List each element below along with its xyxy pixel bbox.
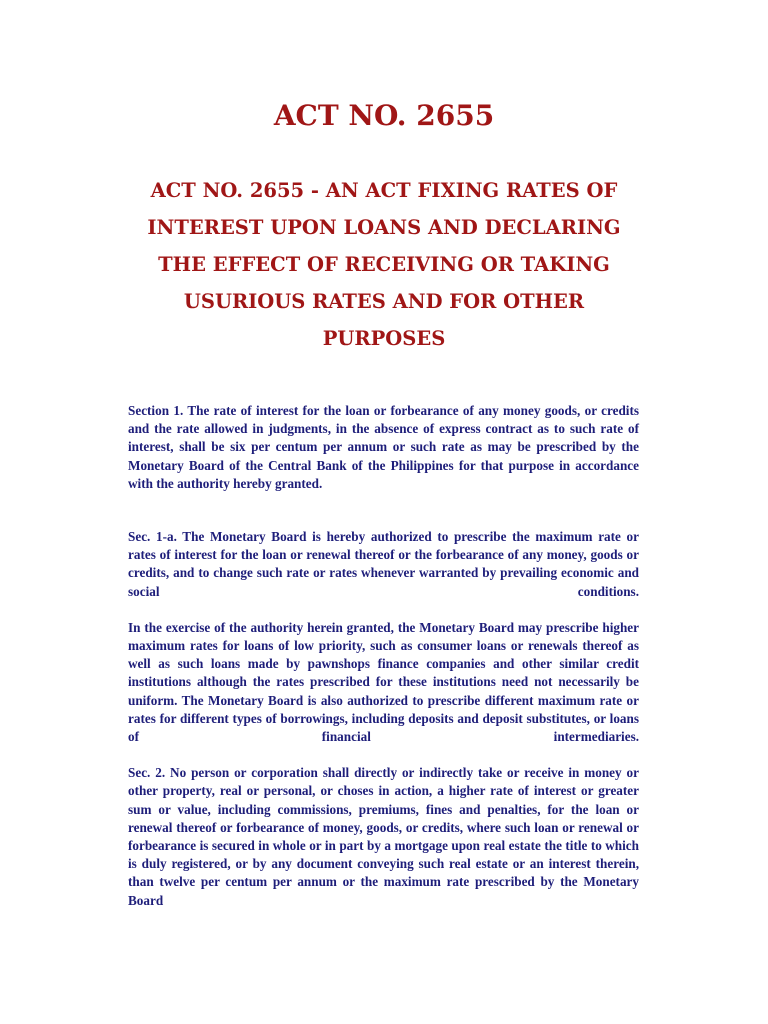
paragraph-section-1a-continued: In the exercise of the authority herein granted, the Monetary Board may prescribe higher maximum rates for loans of low priority, such as consumer loans or renewals thereof as well as such loans made by pawnshops finance companies and other similar credit institutions although the rates prescribed for these institutions need not necessarily be uniform. The Monetary Board is also authorized to prescribe different maximum rate or rates for different types of borrowings, including deposits and deposit substitutes, or loans of financial intermediaries. [128,619,639,745]
act-subtitle: ACT NO. 2655 - AN ACT FIXING RATES OF INTEREST UPON LOANS AND DECLARING THE EFFECT OF RECEIVING OR TAKING USURIOUS RATES AND FOR OTHER PURPOSES [147,179,621,350]
document-body [128,402,639,910]
page-title: ACT NO. 2655 [273,99,495,132]
paragraph-section-2: Sec. 2. No person or corporation shall directly or indirectly take or receive in money or other property, real or personal, or choses in action, a higher rate of interest or greater sum or value, including commissions, premiums, fines and penalties, for the loan or renewal thereof or forbearance of money, goods, or credits, where such loan or renewal or forbearance is secured in whole or in part by a mortgage upon real estate the title to which is duly registered, or by any document conveying such real estate or an interest therein, than twelve per centum per annum or the maximum rate prescribed by the Monetary Board [128,765,639,908]
paragraph-section-1: Section 1. The rate of interest for the loan or forbearance of any money goods, or credits and the rate allowed in judgments, in the absence of express contract as to such rate of interest, shall be six per centum per annum or such rate as may be prescribed by the Monetary Board of the Central Bank of the Philippines for that purpose in accordance with the authority hereby granted. [128,403,639,491]
paragraph-section-1a: Sec. 1-a. The Monetary Board is hereby authorized to prescribe the maximum rate or rates of interest for the loan or renewal thereof or the forbearance of any money, goods or credits, and to change such rate or rates whenever warranted by prevailing economic and social conditions. [128,529,639,599]
